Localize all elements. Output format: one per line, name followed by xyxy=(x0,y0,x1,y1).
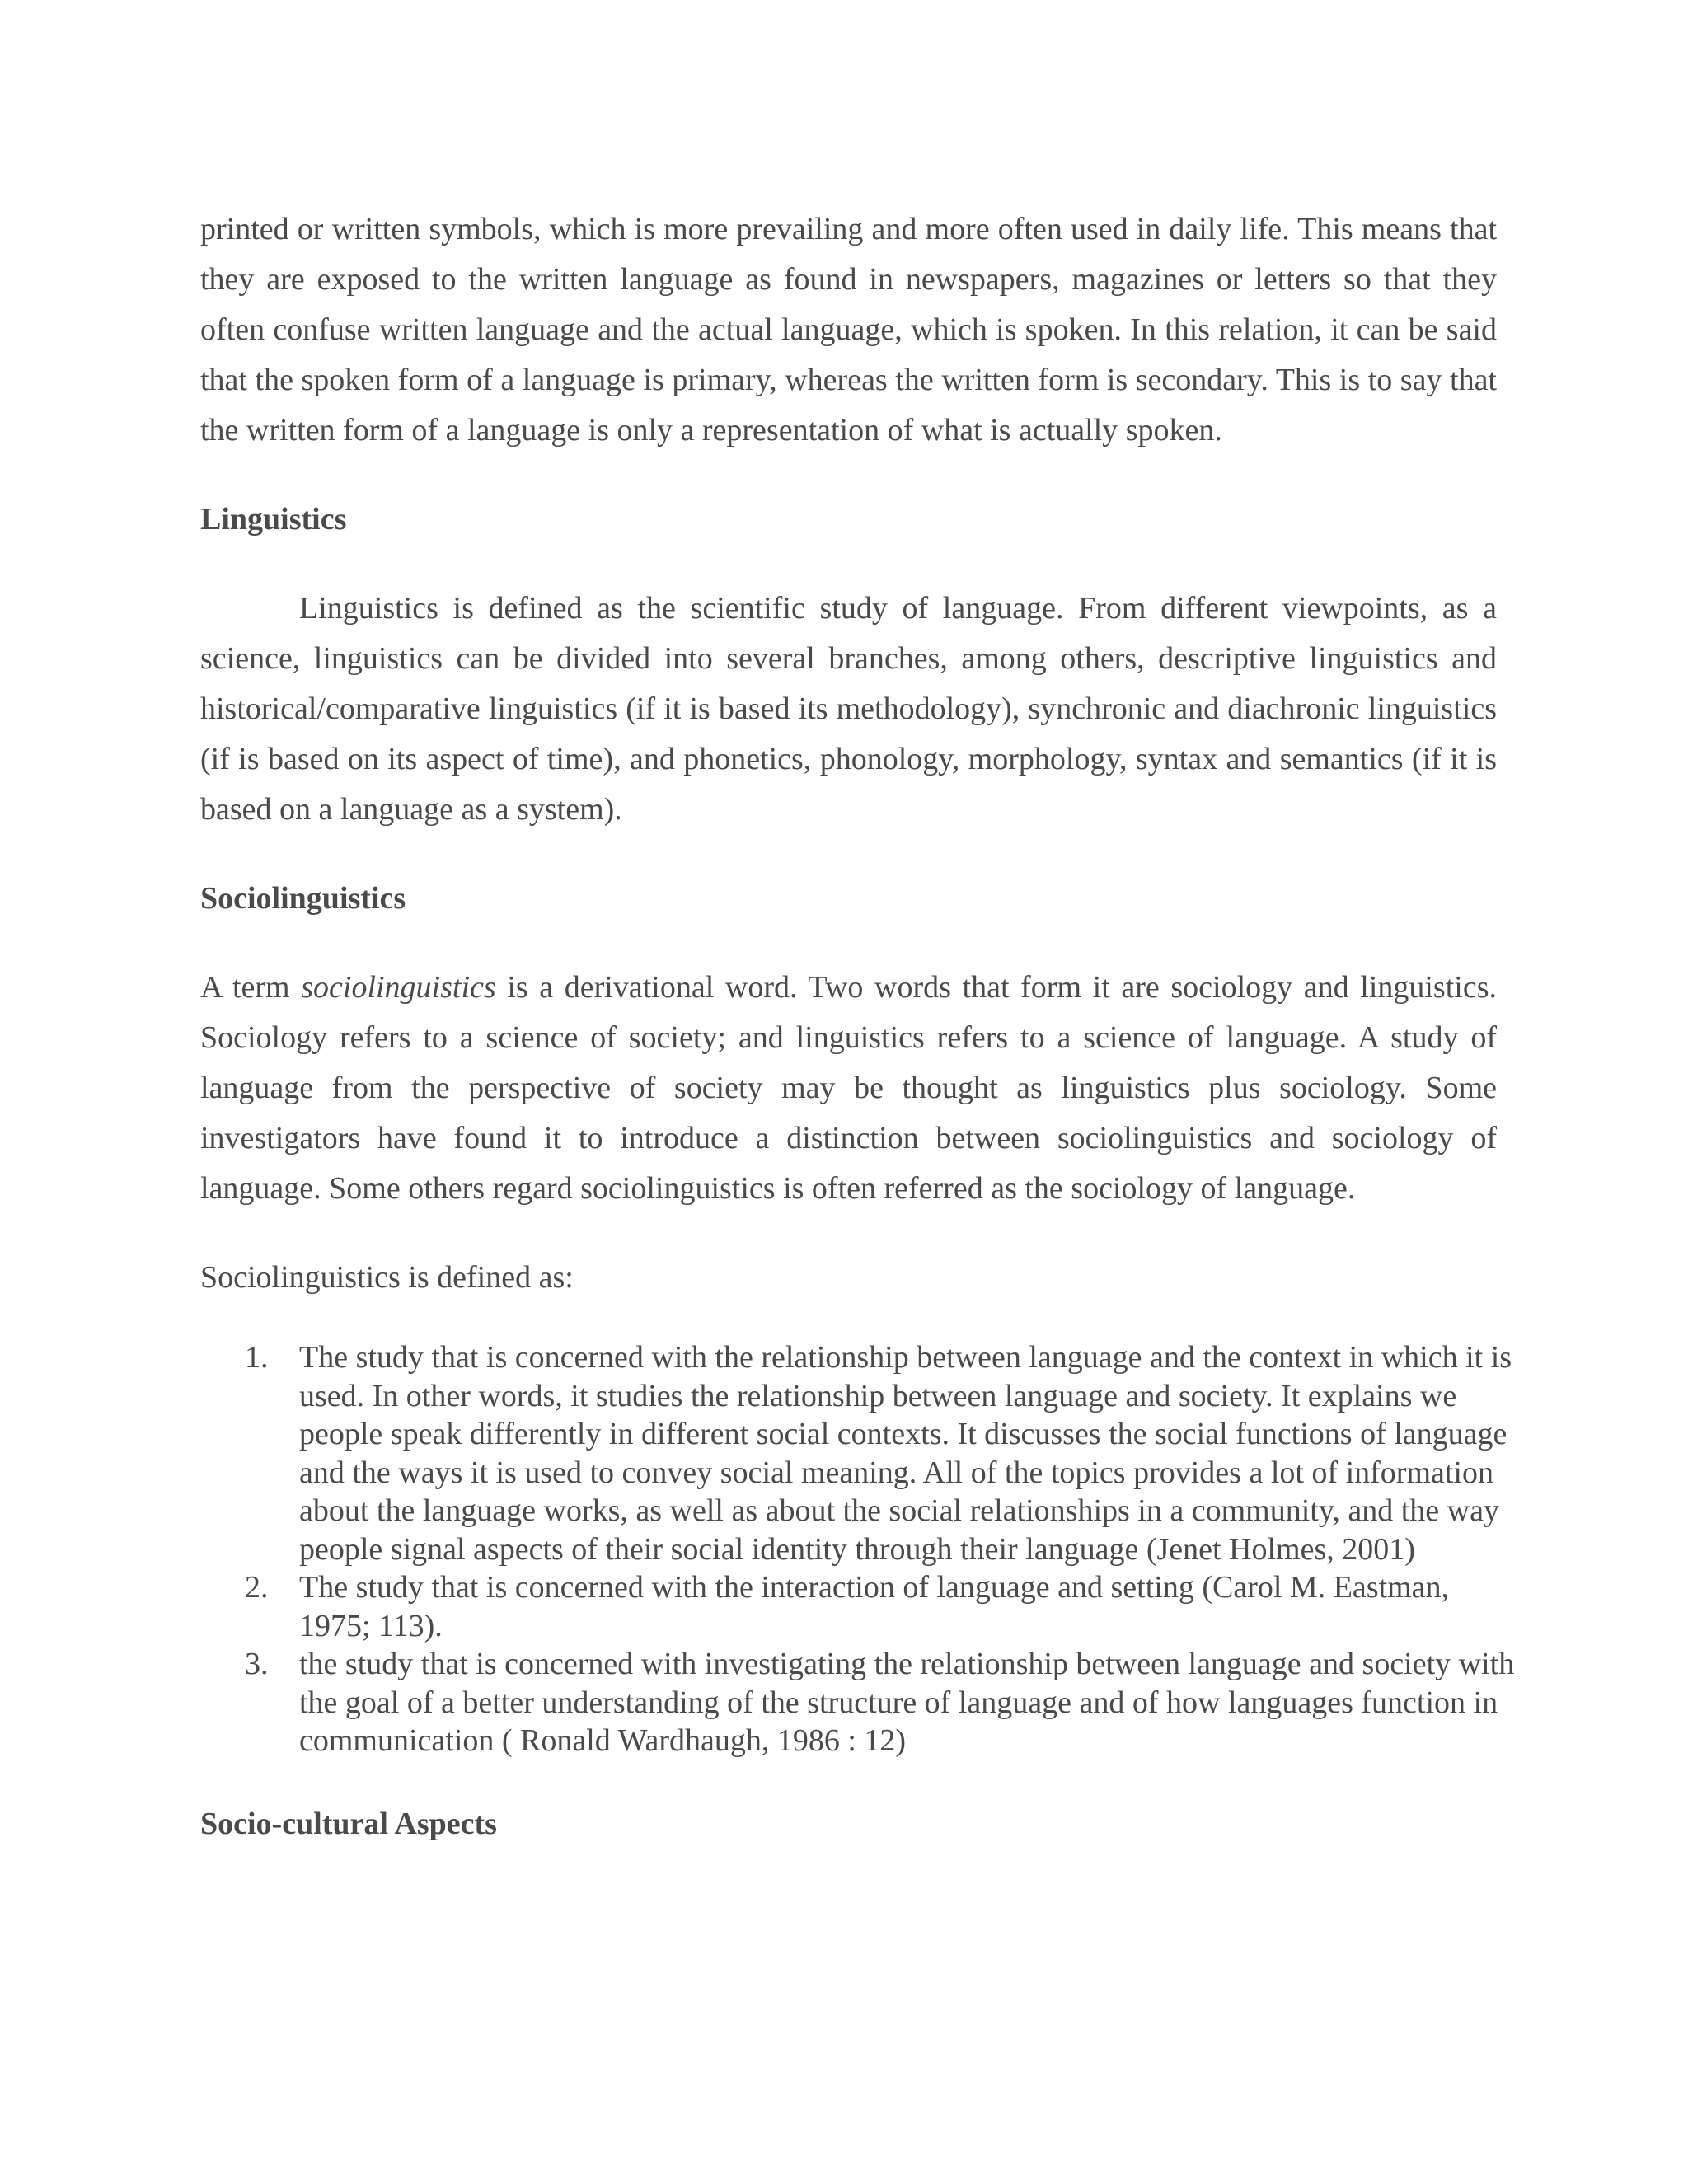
list-item-text: the study that is concerned with investigating the relationship between language and society with the goal of a better understanding of the structure of language and of how languages function in communication ( Ronald Wardhaugh, 1986 : 12) xyxy=(299,1647,1515,1758)
sociolinguistics-paragraph xyxy=(200,963,1497,1214)
linguistics-paragraph: Linguistics is defined as the scientific study of language. From different viewpoints, as a science, linguistics can be divided into several branches, among others, descriptive linguistics and historical/comparative linguistics (if it is based its methodology), synchronic and diachronic linguistics (if is based on its aspect of time), and phonetics, phonology, morphology, syntax and semantics (if it is based on a language as a system). xyxy=(200,591,1497,827)
list-item-text: The study that is concerned with the interaction of language and setting (Carol M. Eastman, 1975; 113). xyxy=(299,1570,1450,1643)
sociolinguistics-paragraph-rest: is a derivational word. Two words that form it are sociology and linguistics. Sociology refers to a science of society; and linguistics refers to a science of language. A study of language from the perspective of society may be thought as linguistics plus sociology. Some investigators have found it to introduce a distinction between sociolinguistics and sociology of language. Some others regard sociolinguistics is often referred as the sociology of language. xyxy=(200,970,1497,1206)
socio-cultural-heading: Socio-cultural Aspects xyxy=(200,1806,497,1841)
sociolinguistics-term: sociolinguistics xyxy=(301,970,496,1005)
list-item-number: 3. xyxy=(245,1647,269,1681)
list-item xyxy=(200,1568,1519,1645)
list-item xyxy=(200,1645,1519,1760)
linguistics-heading: Linguistics xyxy=(200,502,347,537)
list-item-text: The study that is concerned with the relationship between language and the context in which it is used. In other words, it studies the relationship between language and society. It explains we people speak differently in different social contexts. It discusses the social functions of language and the ways it is used to convey social meaning. All of the topics provides a lot of information about the language works, as well as about the social relationships in a community, and the way people signal aspects of their social identity through their language (Jenet Holmes, 2001) xyxy=(299,1340,1512,1567)
definitions-intro: Sociolinguistics is defined as: xyxy=(200,1260,574,1295)
list-item-number: 1. xyxy=(245,1340,269,1375)
sociolinguistics-heading: Sociolinguistics xyxy=(200,881,406,916)
definitions-list xyxy=(200,1338,1515,1760)
intro-paragraph: printed or written symbols, which is more prevailing and more often used in daily life. This means that they are exposed to the written language as found in newspapers, magazines or letters so that they often confuse written language and the actual language, which is spoken. In this relation, it can be said that the spoken form of a language is primary, whereas the written form is secondary. This is to say that the written form of a language is only a representation of what is actually spoken. xyxy=(200,212,1497,448)
sociolinguistics-paragraph-prefix: A term xyxy=(200,970,290,1005)
list-item-number: 2. xyxy=(245,1570,269,1605)
document-page xyxy=(200,204,1515,1849)
list-item xyxy=(200,1338,1519,1568)
